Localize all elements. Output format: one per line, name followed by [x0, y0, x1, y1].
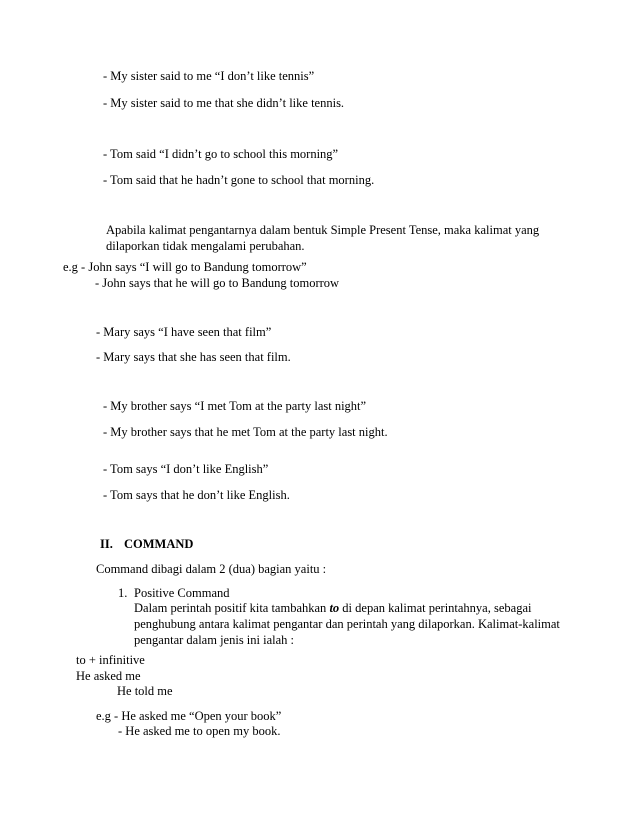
section-number: II.	[100, 537, 113, 551]
example-sentence: - Tom said “I didn’t go to school this morning”	[103, 147, 339, 161]
section-heading: COMMAND	[124, 537, 194, 551]
example-sentence: - My sister said to me “I don’t like tennis”	[103, 69, 315, 83]
list-item-number: 1.	[118, 586, 128, 600]
rule-paragraph-line: dilaporkan tidak mengalami perubahan.	[106, 239, 305, 253]
example-sentence: - John says that he will go to Bandung tomorrow	[95, 276, 340, 290]
example-label-line: e.g - John says “I will go to Bandung tomorrow”	[63, 260, 307, 274]
formula-line: to + infinitive	[76, 653, 145, 667]
keyword-to: to	[329, 601, 340, 615]
example-sentence: - He asked me to open my book.	[118, 724, 281, 738]
example-sentence: - My brother says that he met Tom at the party last night.	[103, 425, 388, 439]
rule-paragraph-line: Apabila kalimat pengantarnya dalam bentuk Simple Present Tense, maka kalimat yang	[106, 223, 540, 237]
example-label-line: e.g - He asked me “Open your book”	[96, 709, 282, 723]
example-sentence: - Tom said that he hadn’t gone to school that morning.	[103, 173, 375, 187]
section-intro: Command dibagi dalam 2 (dua) bagian yaitu :	[96, 562, 327, 576]
example-sentence: - My brother says “I met Tom at the party last night”	[103, 399, 367, 413]
list-item-paragraph-line: penghubung antara kalimat pengantar dan perintah yang dilaporkan. Kalimat-kalimat	[134, 617, 560, 631]
list-item-paragraph-line: pengantar dalam jenis ini ialah :	[134, 633, 295, 647]
list-item-title: Positive Command	[134, 586, 230, 600]
formula-line: He told me	[117, 684, 173, 698]
example-sentence: - Tom says “I don’t like English”	[103, 462, 269, 476]
formula-line: He asked me	[76, 669, 141, 683]
list-item-paragraph-line: Dalam perintah positif kita tambahkan to di depan kalimat perintahnya, sebagai	[134, 601, 532, 615]
example-sentence: - My sister said to me that she didn’t like tennis.	[103, 96, 345, 110]
example-sentence: - Mary says “I have seen that film”	[96, 325, 272, 339]
example-sentence: - Mary says that she has seen that film.	[96, 350, 291, 364]
example-sentence: - Tom says that he don’t like English.	[103, 488, 290, 502]
